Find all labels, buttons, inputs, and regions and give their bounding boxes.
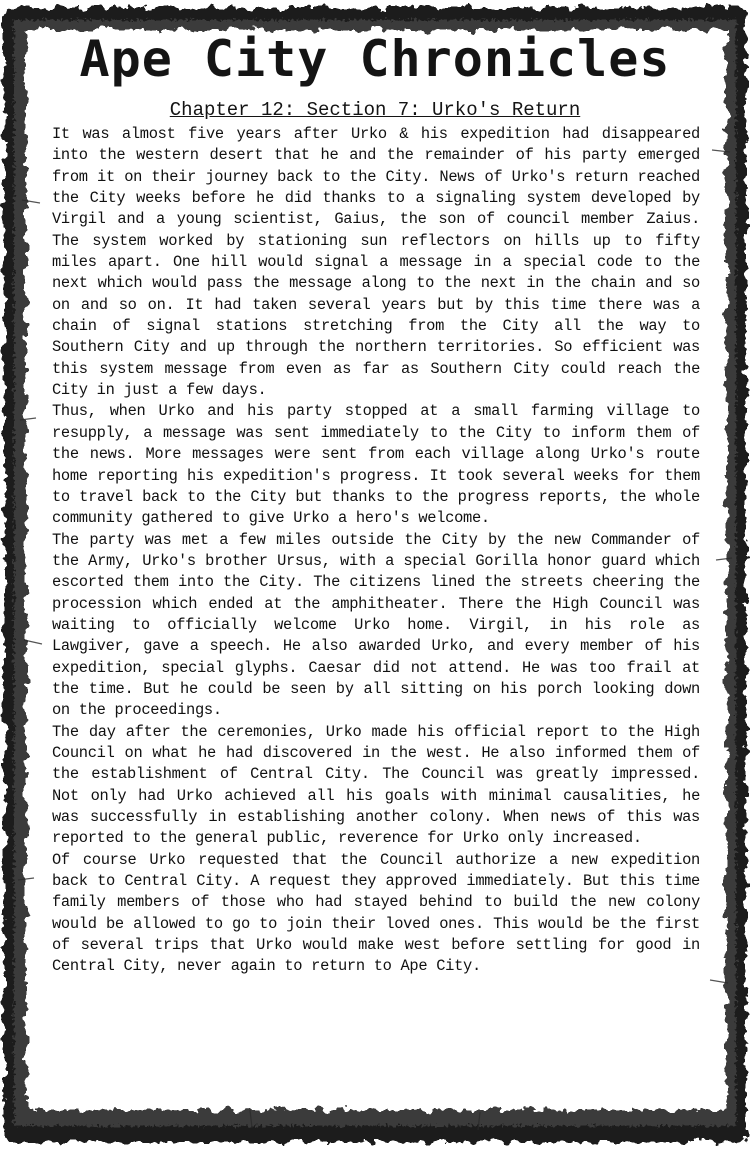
paragraph: Of course Urko requested that the Council authorize a new expedition back to Central City. A request they approved immediately. But this time family members of those who had stayed behind to build the new colony would be allowed to go to join their loved ones. This would be the first of several trips that Urko would make west before settling for good in Central City, never again to return to Ape City. [52,850,700,976]
page-title: Ape City Chronicles [79,30,671,88]
paragraph: Thus, when Urko and his party stopped at a small farming village to resupply, a message was sent immediately to the City to inform them of the news. More messages were sent from each village along Urko's route home reporting his expedition's progress. It took several weeks for them to travel back to the City but thanks to the progress reports, the whole community gathered to give Urko a hero's welcome. [52,402,700,528]
chapter-body [52,124,700,978]
chapter-heading: Chapter 12: Section 7: Urko's Return [169,99,581,121]
paragraph: It was almost five years after Urko & his expedition had disappeared into the western desert that he and the remainder of his party emerged from it on their journey back to the City. News of Urko's return reached the City weeks before he did thanks to a signaling system developed by Virgil and a young scientist, Gaius, the son of council member Zaius. The system worked by stationing sun reflectors on hills up to fifty miles apart. One hill would signal a message in a special code to the next which would pass the message along to the next in the chain and so on and so on. It had taken several years but by this time there was a chain of signal stations stretching from the City all the way to Southern City and up through the northern territories. So efficient was this system message from even as far as Southern City could reach the City in just a few days. [52,125,700,400]
paragraph: The party was met a few miles outside the City by the new Commander of the Army, Urko's brother Ursus, with a special Gorilla honor guard which escorted them into the City. The citizens lined the streets cheering the procession which ended at the amphitheater. There the High Council was waiting to officially welcome Urko home. Virgil, in his role as Lawgiver, gave a speech. He also awarded Urko, and every member of his expedition, special glyphs. Caesar did not attend. He was too frail at the time. But he could be seen by all sitting on his porch looking down on the proceedings. [52,530,700,720]
paragraph: The day after the ceremonies, Urko made his official report to the High Council on what he had discovered in the west. He also informed them of the establishment of Central City. The Council was greatly impressed. Not only had Urko achieved all his goals with minimal causalities, he was successfully in establishing another colony. When news of this was reported to the general public, reverence for Urko only increased. [52,722,700,848]
